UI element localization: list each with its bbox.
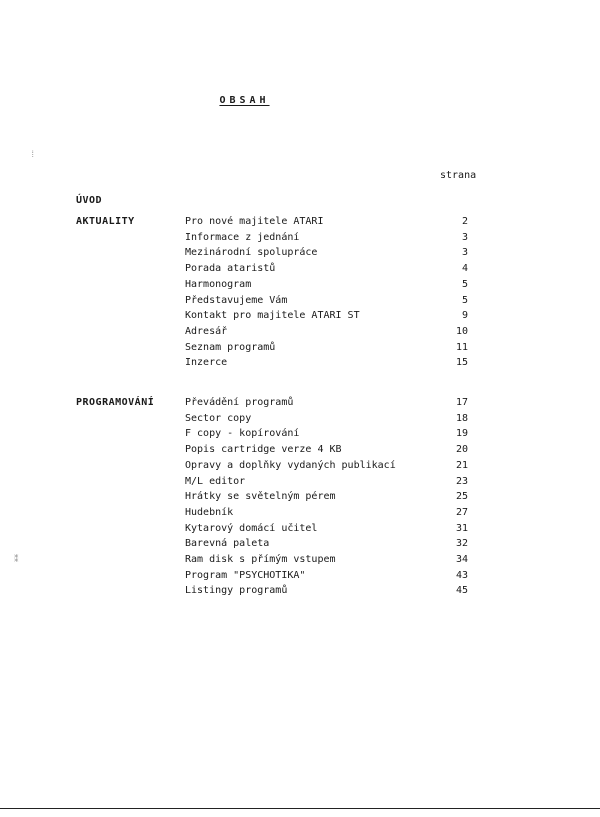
- toc-entry-title: Pro nové majitele ATARI: [185, 216, 324, 227]
- toc-entry-title: Inzerce: [185, 357, 228, 369]
- toc-entry-title: Hrátky se světelným pérem: [185, 491, 336, 503]
- toc-entry: [0, 310, 600, 326]
- toc-entry: [0, 247, 600, 263]
- toc-entry: [0, 523, 600, 539]
- section-title-uvod: ÚVOD: [76, 195, 103, 206]
- toc-entry-title: Informace z jednání: [185, 231, 300, 243]
- toc-entry-title: Kytarový domácí učitel: [185, 522, 318, 534]
- toc-entry-title: Listingy programů: [185, 585, 288, 597]
- toc-entry-page: 27: [455, 506, 468, 518]
- toc-entry-title: Porada ataristů: [185, 263, 276, 275]
- toc-entry-page: 15: [455, 357, 468, 369]
- toc-entry: [0, 413, 600, 429]
- toc-entry-page: 11: [455, 341, 468, 353]
- toc-entry-page: 31: [455, 522, 468, 534]
- toc-entry-page: 9: [461, 310, 468, 322]
- toc-entry-page: 17: [455, 397, 468, 408]
- page-title: OBSAH: [219, 95, 270, 106]
- toc-entry-title: Mezinárodní spolupráce: [185, 247, 318, 259]
- toc-entry-page: 3: [461, 247, 468, 259]
- toc-entry-title: Seznam programů: [185, 341, 276, 353]
- toc-entry: [0, 342, 600, 358]
- toc-entry-title: Harmonogram: [185, 278, 252, 290]
- toc-entry: [0, 476, 600, 492]
- toc-entry-title: Ram disk s přímým vstupem: [185, 554, 336, 565]
- toc-entry-title: Barevná paleta: [185, 538, 270, 550]
- toc-entry: [0, 428, 600, 444]
- scan-edge-line: [0, 808, 600, 809]
- toc-entry-page: 21: [455, 459, 468, 471]
- toc-entry-page: 5: [461, 294, 468, 306]
- toc-entry: [0, 538, 600, 554]
- toc-entry-page: 3: [461, 231, 468, 243]
- toc-entry-page: 4: [461, 263, 468, 275]
- toc-entry-title: Program "PSYCHOTIKA": [185, 569, 306, 581]
- toc-entry-page: 2: [461, 216, 468, 227]
- toc-entry-title: Kontakt pro majitele ATARI ST: [185, 310, 360, 322]
- toc-entry-page: 25: [455, 491, 468, 503]
- toc-entry-page: 23: [455, 475, 468, 487]
- toc-entry: [0, 570, 600, 586]
- toc-entry: [0, 554, 600, 570]
- toc-entry-page: 5: [461, 278, 468, 290]
- toc-entry-page: 20: [455, 444, 468, 456]
- toc-entry: [0, 232, 600, 248]
- scan-mark: ⁑: [14, 555, 19, 565]
- toc-entry-title: M/L editor: [185, 475, 246, 487]
- toc-entry-page: 10: [455, 325, 468, 337]
- toc-entry-page: 32: [455, 538, 468, 550]
- toc-entry: [0, 295, 600, 311]
- toc-entry-title: Popis cartridge verze 4 KB: [185, 444, 342, 456]
- page-column-header: strana: [440, 170, 477, 181]
- toc-entry-title: Opravy a doplňky vydaných publikací: [185, 459, 396, 471]
- toc-entry-title: F copy - kopírování: [185, 428, 300, 440]
- toc-entry-title: Adresář: [185, 325, 228, 337]
- toc-entry-page: 43: [455, 569, 468, 581]
- toc-entry-title: Hudebník: [185, 506, 234, 518]
- toc-entry: [0, 444, 600, 460]
- toc-entry-page: 19: [455, 428, 468, 440]
- toc-entry: [0, 357, 600, 373]
- toc-entry: [0, 491, 600, 507]
- toc-entry-page: 34: [455, 554, 468, 565]
- toc-entry: [0, 585, 600, 601]
- toc-entry-title: Představujeme Vám: [185, 294, 288, 306]
- toc-entry: [0, 397, 600, 413]
- toc-entry: [0, 460, 600, 476]
- toc-entry-page: 45: [455, 585, 468, 597]
- toc-entry: [0, 279, 600, 295]
- scan-mark: ⁞: [30, 150, 36, 160]
- section-title-aktuality: AKTUALITY: [76, 216, 135, 227]
- toc-entry: [0, 216, 600, 232]
- section-title-programovani: PROGRAMOVÁNÍ: [76, 397, 155, 408]
- toc-entry-page: 18: [455, 412, 468, 424]
- toc-entry: [0, 507, 600, 523]
- toc-entry-title: Sector copy: [185, 412, 252, 424]
- toc-entry-title: Převádění programů: [185, 397, 294, 408]
- toc-entry: [0, 326, 600, 342]
- toc-entry: [0, 263, 600, 279]
